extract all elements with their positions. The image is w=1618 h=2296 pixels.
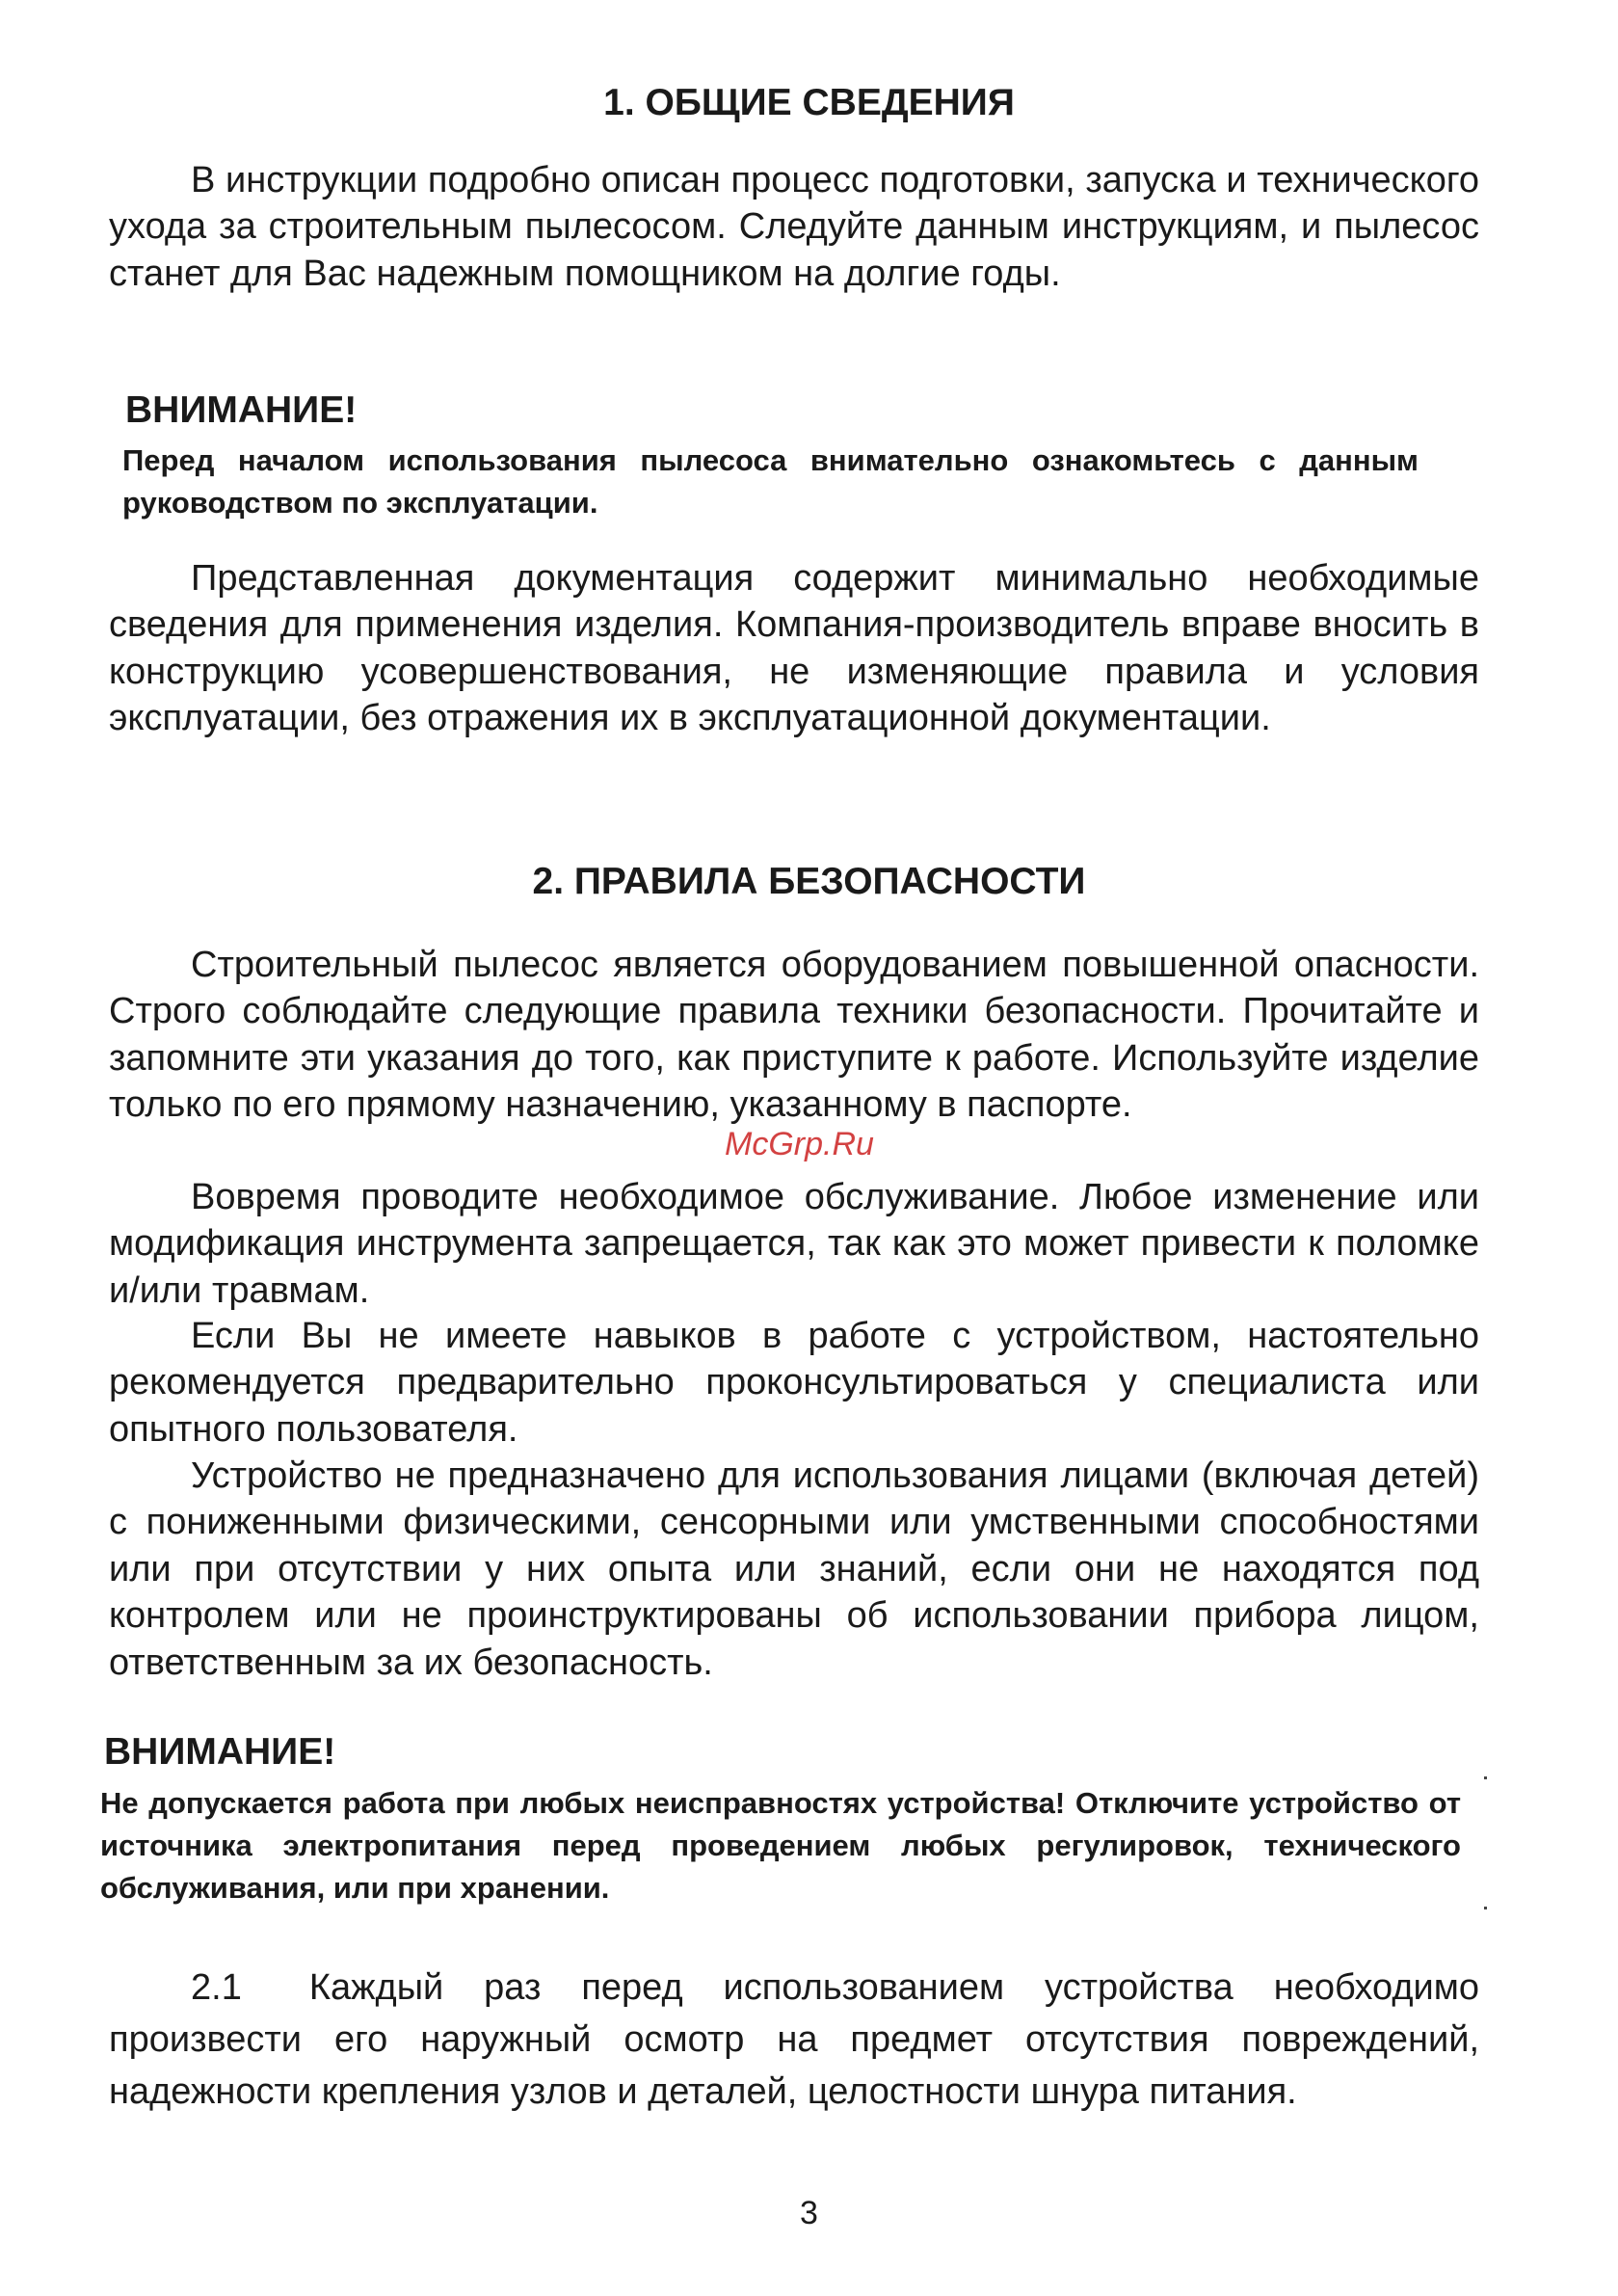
section-1-note: Представленная документация содержит минимально необходимые сведения для применения изделия. Компания-производитель вправе вносить в конструкцию усовершенствования, не изменяющие правила и условия эксплуатации, без отражения их в эксплуатационной документации. (109, 558, 1479, 739)
section-1-paragraph: В инструкции подробно описан процесс подготовки, запуска и технического ухода за строительным пылесосом. Следуйте данным инструкциям, и пылесос станет для Вас надежным помощником на долгие годы. (109, 160, 1479, 294)
warning-1-text: Перед началом использования пылесоса внимательно ознакомьтесь с данным руководством по эксплуатации. (122, 443, 1419, 520)
page-number: 3 (800, 2195, 818, 2231)
section-2-heading: 2. ПРАВИЛА БЕЗОПАСНОСТИ (532, 861, 1086, 902)
section-2-paragraph-4: Устройство не предназначено для использования лицами (включая детей) с пониженными физическими, сенсорными или умственными способностями или при отсутствии у них опыта или знаний, если они не находятся под контролем или не проинструктированы об использовании прибора лицом, ответственным за их безопасность. (109, 1455, 1479, 1683)
clause-2-1-number: 2.1 (191, 1967, 242, 2008)
section-2-paragraph-3: Если Вы не имеете навыков в работе с устройством, настоятельно рекомендуется предварительно проконсультироваться у специалиста или опытного пользователя. (109, 1316, 1479, 1450)
section-1-heading: 1. ОБЩИЕ СВЕДЕНИЯ (603, 82, 1015, 123)
warning-2-title: ВНИМАНИЕ! (104, 1731, 336, 1773)
section-2-paragraph-2: Вовремя проводите необходимое обслуживание. Любое изменение или модификация инструмента запрещается, так как это может привести к поломке и/или травмам. (109, 1177, 1479, 1311)
scan-dot (1484, 1907, 1487, 1909)
section-2-paragraph-1: Строительный пылесос является оборудованием повышенной опасности. Строго соблюдайте следующие правила техники безопасности. Прочитайте и запомните эти указания до того, как приступите к работе. Используйте изделие только по его прямому назначению, указанному в паспорте. (109, 945, 1479, 1126)
watermark: McGrp.Ru (725, 1126, 874, 1162)
warning-1-title: ВНИМАНИЕ! (125, 389, 358, 431)
clause-2-1 (109, 1962, 1479, 2118)
scan-dot (1484, 1776, 1487, 1779)
warning-2-text: Не допускается работа при любых неисправностях устройства! Отключите устройство от источника электропитания перед проведением любых регулировок, технического обслуживания, или при хранении. (100, 1786, 1461, 1905)
clause-2-1-text: Каждый раз перед использованием устройства необходимо произвести его наружный осмотр на предмет отсутствия повреждений, надежности крепления узлов и деталей, целостности шнура питания. (109, 1967, 1479, 2112)
